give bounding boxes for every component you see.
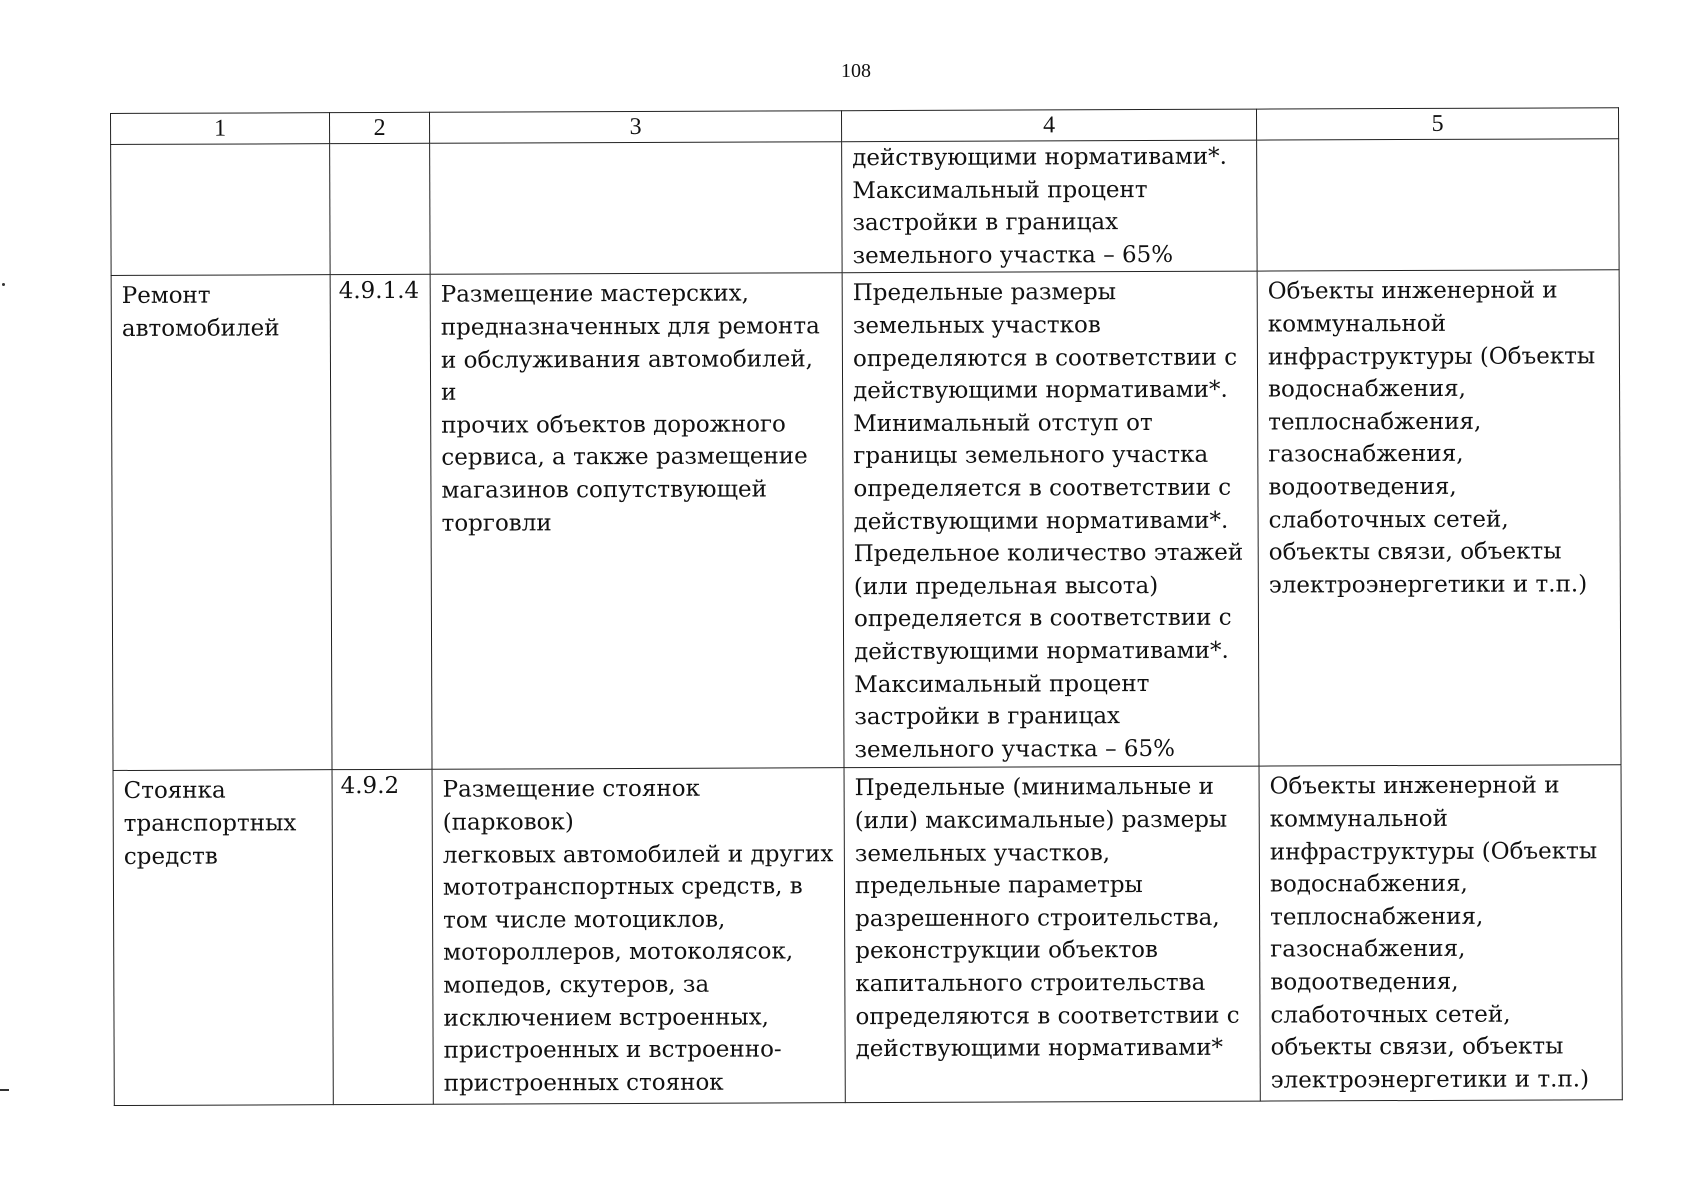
cell-use-description: Размещение стоянок (парковок) легковых автомобилей и других мототранспортных средств, в том числе мотоциклов, мотороллеров, мотоколясок, мопедов, скутеров, за исключением встроенных, пристроенных и встроенно- пристроенных стоянок xyxy=(432,768,845,1105)
cell-construction-parameters: Предельные (минимальные и (или) максимальные) размеры земельных участков, предельные параметры разрешенного строительства, реконструкции объектов капитального строительства определяются в соответствии с действующими нормативами* xyxy=(844,766,1260,1103)
cell-use-code: 4.9.2 xyxy=(332,770,433,1105)
column-header-4: 4 xyxy=(841,109,1256,142)
cell-infrastructure xyxy=(1257,139,1620,272)
column-header-5: 5 xyxy=(1256,108,1618,140)
cell-use-name: Стоянка транспортных средств xyxy=(113,770,333,1106)
cell-infrastructure: Объекты инженерной и коммунальной инфраструктуры (Объекты водоснабжения, теплоснабжения, газоснабжения, водоотведения, слаботочных сетей, объекты связи, объекты электроэнергетики и т.п.) xyxy=(1257,270,1621,766)
cell-use-description xyxy=(430,142,843,275)
cell-use-name: Ремонт автомобилей xyxy=(111,275,332,771)
table-row-car-repair xyxy=(111,270,1621,771)
cell-use-code: 4.9.1.4 xyxy=(330,275,432,770)
cell-construction-parameters: Предельные размеры земельных участков определяются в соответствии с действующими нормативами*. Минимальный отступ от границы земельного участка определяется в соответствии с действующими нормативами*. Предельное количество этажей (или предельная высота) определяется в соответствии с действующими нормативами*. Максимальный процент застройки в границах земельного участка – 65% xyxy=(842,271,1259,768)
column-header-1: 1 xyxy=(111,113,330,145)
table-body xyxy=(111,139,1623,1106)
table-row-vehicle-parking xyxy=(113,765,1622,1106)
page-number: 108 xyxy=(841,60,871,82)
table-row-continuation xyxy=(111,139,1619,276)
cell-use-name xyxy=(111,144,331,276)
scan-margin-dot xyxy=(2,283,5,286)
scan-margin-dash xyxy=(0,1089,9,1091)
cell-infrastructure: Объекты инженерной и коммунальной инфраструктуры (Объекты водоснабжения, теплоснабжения, газоснабжения, водоотведения, слаботочных сетей, объекты связи, объекты электроэнергетики и т.п.) xyxy=(1259,765,1622,1101)
cell-use-description: Размещение мастерских, предназначенных для ремонта и обслуживания автомобилей, и прочих объектов дорожного сервиса, а также размещение магазинов сопутствующей торговли xyxy=(430,273,844,770)
column-header-2: 2 xyxy=(330,112,430,143)
cell-construction-parameters: действующими нормативами*. Максимальный процент застройки в границах земельного участка – 65% xyxy=(842,140,1258,273)
cell-use-code xyxy=(330,143,431,275)
land-use-table xyxy=(110,107,1623,1106)
column-header-3: 3 xyxy=(429,111,841,144)
